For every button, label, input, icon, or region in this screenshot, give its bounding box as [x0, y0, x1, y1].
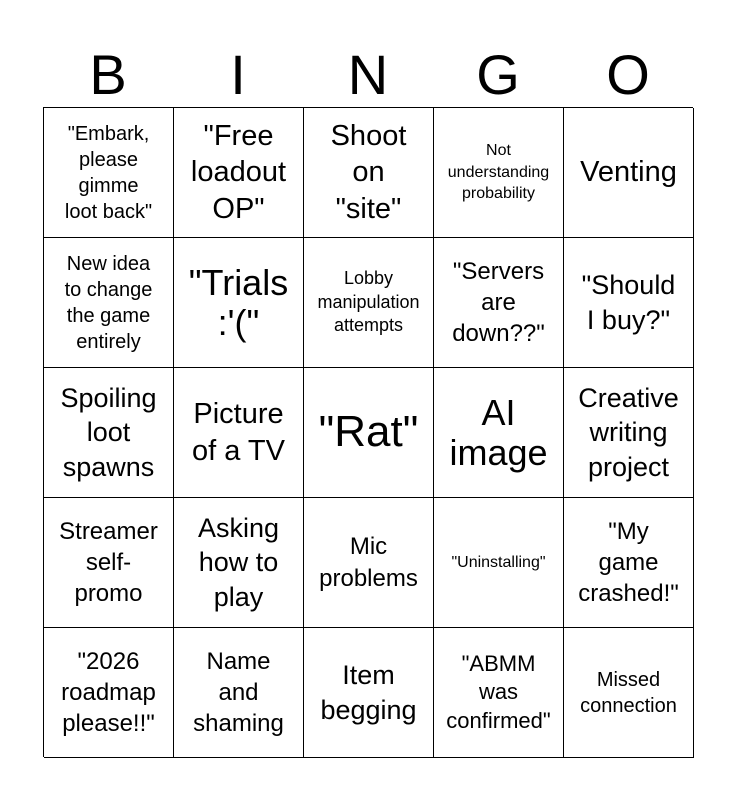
cell-text: Shoot on "site" — [330, 120, 407, 225]
bingo-cell-r5c4[interactable] — [434, 628, 564, 758]
cell-text: Picture of a TV — [192, 398, 285, 467]
bingo-cell-r2c4[interactable] — [434, 238, 564, 368]
cell-text: "Trials :'(" — [188, 261, 289, 343]
header-letter-i: I — [230, 43, 246, 106]
bingo-cell-r2c5[interactable] — [564, 238, 694, 368]
cell-text: Item begging — [320, 660, 417, 725]
bingo-cell-r5c2[interactable] — [174, 628, 304, 758]
cell-text: "Free loadout OP" — [190, 120, 287, 225]
bingo-board — [43, 107, 693, 757]
cell-text: Spoiling loot spawns — [60, 383, 157, 482]
bingo-header — [43, 44, 693, 106]
bingo-cell-r3c4[interactable] — [434, 368, 564, 498]
cell-text: Missed connection — [580, 668, 677, 717]
cell-text: New idea to change the game entirely — [64, 252, 153, 353]
header-letter-g: G — [476, 43, 520, 106]
bingo-cell-r2c3[interactable] — [304, 238, 434, 368]
bingo-cell-r4c3[interactable] — [304, 498, 434, 628]
bingo-cell-r2c1[interactable] — [44, 238, 174, 368]
bingo-cell-r3c2[interactable] — [174, 368, 304, 498]
cell-text: "ABMM was confirmed" — [446, 651, 551, 733]
cell-text: "My game crashed!" — [578, 517, 679, 608]
header-letter-n: N — [347, 43, 389, 106]
cell-text: Creative writing project — [578, 383, 679, 482]
cell-text: "Embark, please gimme loot back" — [64, 122, 153, 223]
cell-text: Not understanding probability — [447, 142, 550, 203]
cell-text: "2026 roadmap please!!" — [61, 647, 156, 738]
cell-text: Mic problems — [319, 533, 418, 592]
cell-text: Venting — [580, 156, 677, 189]
cell-text: Asking how to play — [197, 513, 280, 612]
cell-text: "Should I buy?" — [581, 270, 676, 335]
cell-text: AI image — [449, 391, 548, 473]
header-letter-o: O — [606, 43, 650, 106]
cell-text: Lobby manipulation attempts — [317, 268, 420, 336]
bingo-cell-r3c3[interactable] — [304, 368, 434, 498]
bingo-cell-r4c4[interactable] — [434, 498, 564, 628]
bingo-cell-r1c2[interactable] — [174, 108, 304, 238]
bingo-cell-r1c4[interactable] — [434, 108, 564, 238]
bingo-cell-r4c2[interactable] — [174, 498, 304, 628]
bingo-cell-r5c3[interactable] — [304, 628, 434, 758]
header-letter-b: B — [89, 43, 127, 106]
cell-text: "Rat" — [318, 407, 419, 457]
bingo-cell-r5c1[interactable] — [44, 628, 174, 758]
cell-text: "Servers are down??" — [452, 257, 545, 348]
bingo-cell-r1c5[interactable] — [564, 108, 694, 238]
bingo-cell-r3c5[interactable] — [564, 368, 694, 498]
bingo-cell-r1c1[interactable] — [44, 108, 174, 238]
bingo-cell-r4c1[interactable] — [44, 498, 174, 628]
bingo-cell-r2c2[interactable] — [174, 238, 304, 368]
bingo-cell-r5c5[interactable] — [564, 628, 694, 758]
cell-text: Name and shaming — [193, 647, 284, 738]
bingo-cell-r1c3[interactable] — [304, 108, 434, 238]
cell-text: Streamer self- promo — [59, 517, 158, 608]
bingo-cell-r3c1[interactable] — [44, 368, 174, 498]
cell-text: "Uninstalling" — [451, 553, 546, 571]
bingo-cell-r4c5[interactable] — [564, 498, 694, 628]
